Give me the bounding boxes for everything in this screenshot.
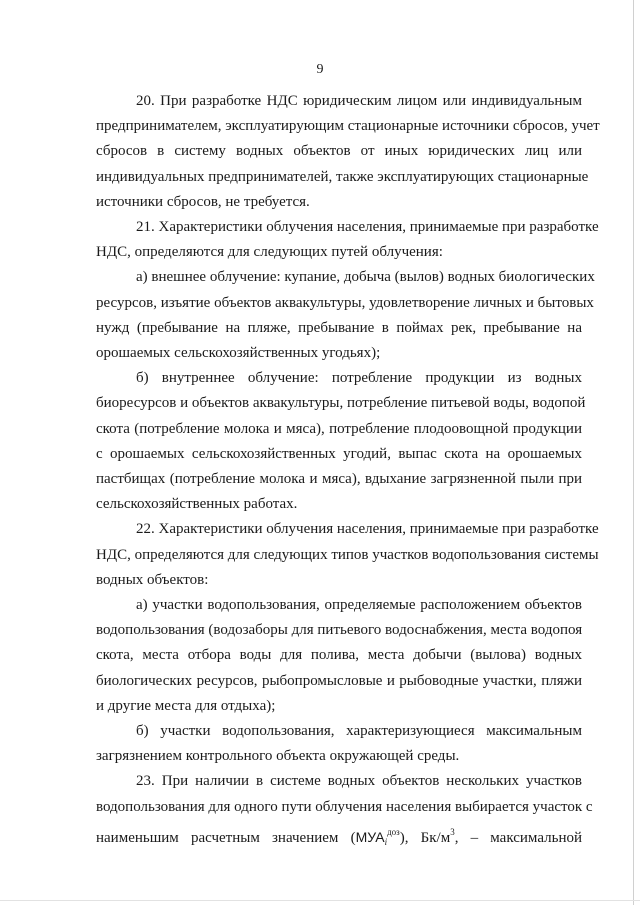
paragraph-line: скота, места отбора воды для полива, места добычи (вылова) водных xyxy=(96,647,582,664)
paragraph-line: биоресурсов и объектов аквакультуры, потребление питьевой воды, водопой xyxy=(96,395,586,412)
paragraph-line: 23. При наличии в системе водных объектов нескольких участков xyxy=(136,773,582,790)
paragraph-line: нужд (пребывание на пляже, пребывание в поймах рек, пребывание на xyxy=(96,319,582,336)
paragraph-line: 20. При разработке НДС юридическим лицом или индивидуальным xyxy=(136,93,582,109)
paragraph-line: 21. Характеристики облучения населения, принимаемые при разработке xyxy=(136,219,599,236)
page-number: 9 xyxy=(316,62,324,77)
formula-tail-text: , – максимальной xyxy=(454,829,582,846)
paragraph-line: биологических ресурсов, рыбопромысловые и рыбоводные участки, пляжи xyxy=(96,672,582,689)
paragraph-line: скота (потребление молока и мяса), потребление плодоовощной продукции xyxy=(96,420,582,437)
paragraph-line: с орошаемых сельскохозяйственных угодий, выпас скота на орошаемых xyxy=(96,445,582,462)
paragraph-21b xyxy=(96,366,586,517)
paragraph-line: водопользования для одного пути облучения населения выбирается участок с xyxy=(96,798,593,815)
paragraph-line: сбросов в систему водных объектов от иных юридических лиц или xyxy=(96,143,582,160)
page-edge-bottom xyxy=(0,900,640,901)
formula-symbol: МУА xyxy=(355,828,385,845)
paragraph-line: ресурсов, изъятие объектов аквакультуры, удовлетворение личных и бытовых xyxy=(96,294,594,311)
paragraph-21a xyxy=(96,265,595,366)
paragraph-line: предпринимателем, эксплуатирующим стационарные источники сбросов, учет xyxy=(96,118,600,135)
paragraph-line: и другие места для отдыха); xyxy=(96,697,276,714)
paragraph-line: НДС, определяются для следующих путей облучения: xyxy=(96,244,443,261)
paragraph-line: а) внешнее облучение: купание, добыча (вылов) водных биологических xyxy=(136,269,595,286)
paragraph-22b xyxy=(96,719,582,769)
page-edge-right xyxy=(633,0,634,905)
paragraph-line: водопользования (водозаборы для питьевого водоснабжения, места водопоя xyxy=(96,622,583,639)
paragraph-line: пастбищах (потребление молока и мяса), вдыхание загрязненной пыли при xyxy=(96,471,582,488)
paragraph-21 xyxy=(96,215,599,265)
formula-lead-text: наименьшим расчетным значением ( xyxy=(96,829,356,846)
paragraph-line: орошаемых сельскохозяйственных угодьях); xyxy=(96,345,381,362)
paragraph-line: НДС, определяются для следующих типов участков водопользования системы xyxy=(96,546,599,563)
paragraph-23 xyxy=(96,769,593,855)
formula-superscript: доз xyxy=(387,826,400,837)
paragraph-20 xyxy=(96,89,600,215)
paragraph-line: загрязнением контрольного объекта окружающей среды. xyxy=(96,748,460,765)
paragraph-line: источники сбросов, не требуется. xyxy=(96,193,310,210)
paragraph-line: а) участки водопользования, определяемые расположением объектов xyxy=(136,597,582,614)
paragraph-22a xyxy=(96,593,582,719)
paragraph-line: водных объектов: xyxy=(96,571,209,588)
paragraph-line: индивидуальных предпринимателей, также эксплуатирующих стационарные xyxy=(96,168,589,185)
paragraph-line: б) участки водопользования, характеризующиеся максимальным xyxy=(136,723,582,740)
paragraph-22 xyxy=(96,517,599,593)
paragraph-line: 22. Характеристики облучения населения, принимаемые при разработке xyxy=(136,521,599,538)
formula-unit-text: ), Бк/м xyxy=(399,829,451,846)
paragraph-line-formula xyxy=(96,820,582,855)
formula-subscript: i xyxy=(384,836,388,847)
unit-superscript: 3 xyxy=(450,826,455,837)
document-body xyxy=(96,89,600,855)
paragraph-line: б) внутреннее облучение: потребление продукции из водных xyxy=(136,370,582,387)
paragraph-line: сельскохозяйственных работах. xyxy=(96,496,298,513)
